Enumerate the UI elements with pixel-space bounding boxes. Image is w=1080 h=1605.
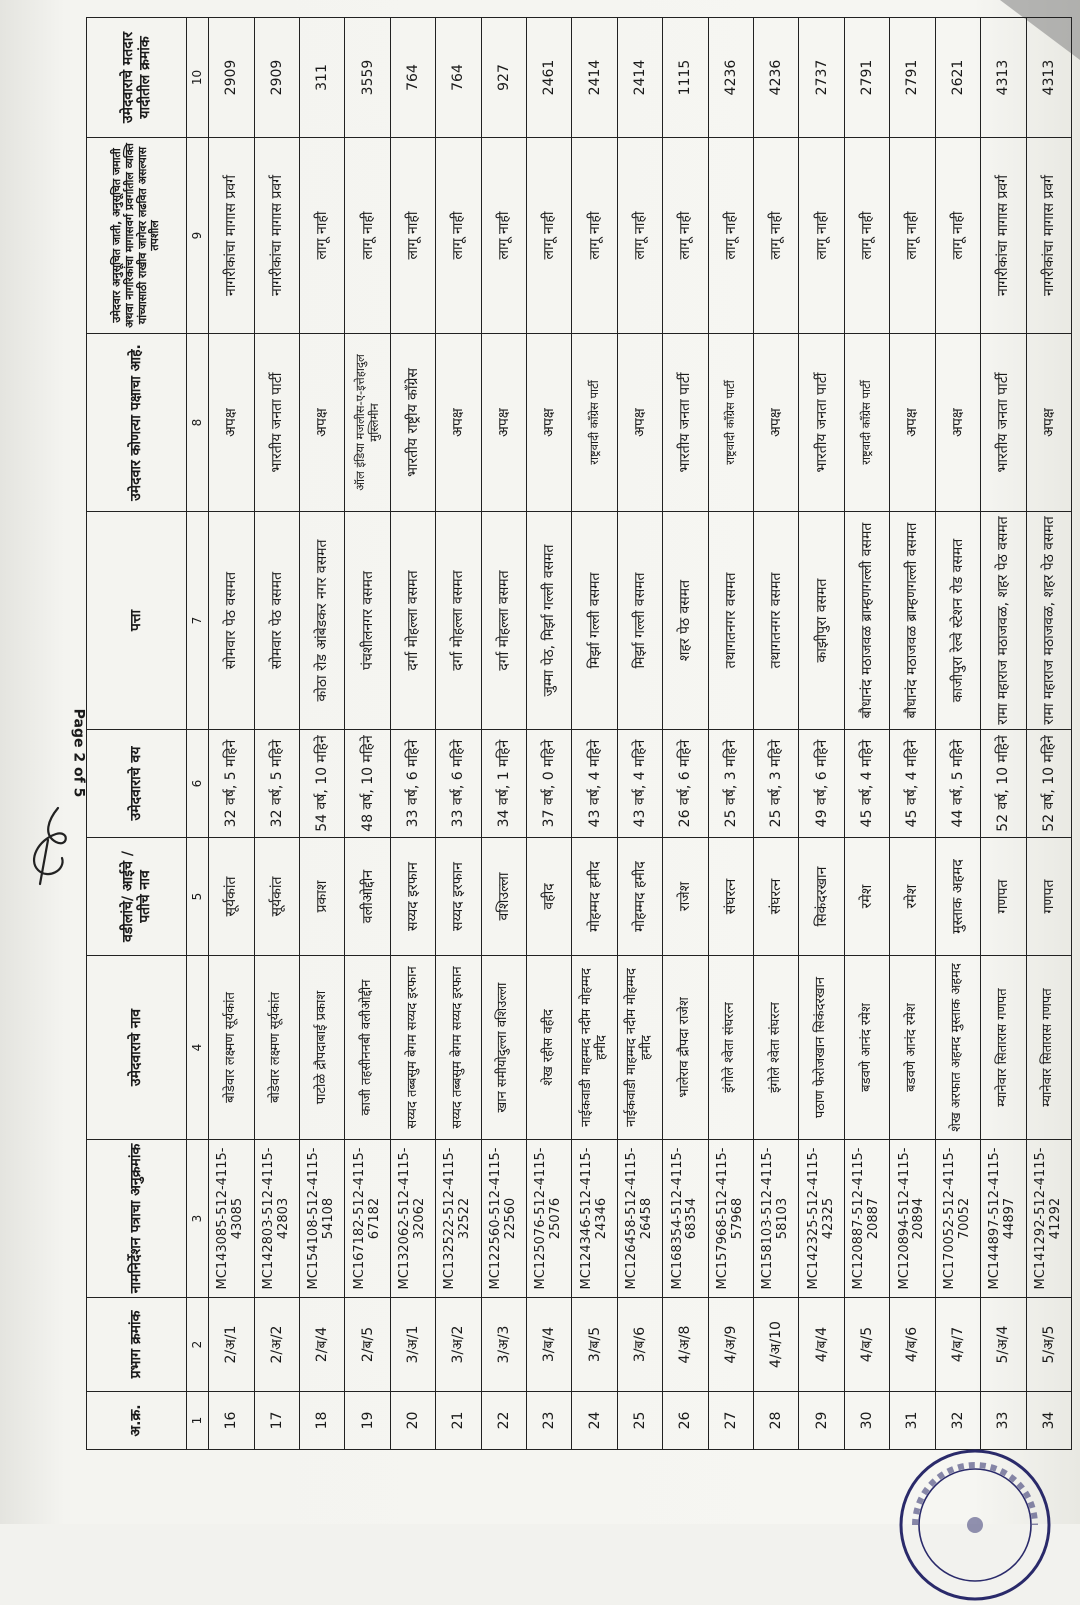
cell-ward-no: 3/अ/2: [436, 1298, 481, 1392]
cell-nomination-no: MC132062-512-4115-32062: [390, 1140, 435, 1298]
cell-parent-name: संघरत्न: [754, 838, 799, 956]
cell-candidate-name: इंगोले श्वेता संघरत्न: [708, 956, 753, 1140]
cell-reservation: नागरीकांचा मागास प्रवर्ग: [981, 138, 1026, 334]
cell-parent-name: सय्यद इरफान: [390, 838, 435, 956]
cell-address: काझीपुरा वसमत: [799, 512, 844, 730]
cell-nomination-no: MC170052-512-4115-70052: [935, 1140, 980, 1298]
cell-party: अपक्ष: [1026, 334, 1072, 512]
cell-parent-name: गणपत: [1026, 838, 1072, 956]
table-row: [799, 18, 844, 1450]
table-row: [663, 18, 708, 1450]
table-row: [390, 18, 435, 1450]
cell-ward-no: 4/अ/10: [754, 1298, 799, 1392]
candidate-list-table: [86, 17, 1072, 1450]
cell-parent-name: रमेश: [890, 838, 935, 956]
signature: [18, 800, 78, 890]
cell-age: 26 वर्ष, 6 महिने: [663, 730, 708, 838]
table-row: [754, 18, 799, 1450]
column-index-nomination-no: 3: [187, 1140, 209, 1298]
table-row: [572, 18, 617, 1450]
cell-age: 45 वर्ष, 4 महिने: [890, 730, 935, 838]
cell-voter-list-no: 4313: [981, 18, 1026, 138]
table-body: [187, 18, 1072, 1450]
cell-reservation: लागू नाही: [300, 138, 345, 334]
table-row: [890, 18, 935, 1450]
cell-serial-no: 33: [981, 1392, 1026, 1450]
header-nomination-no: नामनिर्देशन पत्राचा अनुक्रमांक: [87, 1140, 187, 1298]
cell-reservation: लागू नाही: [527, 138, 572, 334]
cell-party: भारतीय जनता पार्टी: [981, 334, 1026, 512]
cell-candidate-name: पठाण फेरोजखान सिकंदरखान: [799, 956, 844, 1140]
cell-ward-no: 3/अ/3: [481, 1298, 526, 1392]
cell-ward-no: 3/ब/5: [572, 1298, 617, 1392]
cell-nomination-no: MC120894-512-4115-20894: [890, 1140, 935, 1298]
cell-ward-no: 4/ब/5: [844, 1298, 889, 1392]
cell-serial-no: 25: [617, 1392, 662, 1450]
header-reservation: उमेदवार अनुसूचित जाती, अनुसूचित जमाती अथवा नागरिकांचा मागासवर्ग प्रवर्गातील व्यक्ति यांच्यासाठी राखीव जागेवर लढवित असल्यास तपशील: [87, 138, 187, 334]
column-index-serial-no: 1: [187, 1392, 209, 1450]
cell-candidate-name: म्यानेवार सितारास गणपत: [981, 956, 1026, 1140]
cell-address: रामा महाराज मठाजवळ, शहर पेठ वसमत: [981, 512, 1026, 730]
cell-parent-name: संघरत्न: [708, 838, 753, 956]
cell-age: 52 वर्ष, 10 महिने: [1026, 730, 1072, 838]
cell-voter-list-no: 927: [481, 18, 526, 138]
cell-candidate-name: नाईकवाडी माहम्मद नदीम मोहम्मद हमीद: [617, 956, 662, 1140]
cell-parent-name: सय्यद इरफान: [436, 838, 481, 956]
cell-voter-list-no: 2791: [890, 18, 935, 138]
cell-party: अपक्ष: [935, 334, 980, 512]
cell-age: 34 वर्ष, 1 महिने: [481, 730, 526, 838]
column-index-voter-list-no: 10: [187, 18, 209, 138]
cell-address: मिर्झा गल्ली वसमत: [617, 512, 662, 730]
cell-address: मिर्झा गल्ली वसमत: [572, 512, 617, 730]
cell-ward-no: 4/ब/7: [935, 1298, 980, 1392]
cell-reservation: लागू नाही: [890, 138, 935, 334]
page-footer: Page 2 of 5: [70, 708, 87, 798]
cell-parent-name: गणपत: [981, 838, 1026, 956]
cell-nomination-no: MC126458-512-4115-26458: [617, 1140, 662, 1298]
cell-party: अपक्ष: [527, 334, 572, 512]
cell-serial-no: 23: [527, 1392, 572, 1450]
cell-candidate-name: भालेराव द्रौपदा राजेश: [663, 956, 708, 1140]
cell-nomination-no: MC154108-512-4115-54108: [300, 1140, 345, 1298]
cell-ward-no: 3/ब/6: [617, 1298, 662, 1392]
cell-voter-list-no: 311: [300, 18, 345, 138]
header-serial-no: अ.क्र.: [87, 1392, 187, 1450]
table-row: [254, 18, 299, 1450]
cell-voter-list-no: 4236: [708, 18, 753, 138]
cell-serial-no: 27: [708, 1392, 753, 1450]
table-row: [844, 18, 889, 1450]
table-row: [1026, 18, 1072, 1450]
cell-candidate-name: काजी तहसीननबी वलीओद्दीन: [345, 956, 390, 1140]
cell-candidate-name: खान समीयोदुल्ला वशिउल्ला: [481, 956, 526, 1140]
cell-ward-no: 3/ब/4: [527, 1298, 572, 1392]
cell-address: बौधानंद मठाजवळ ब्राम्हणगल्ली वसमत: [890, 512, 935, 730]
cell-party: अपक्ष: [617, 334, 662, 512]
column-index-candidate-name: 4: [187, 956, 209, 1140]
cell-voter-list-no: 1115: [663, 18, 708, 138]
header-ward-no: प्रभाग क्रमांक: [87, 1298, 187, 1392]
cell-party: अपक्ष: [300, 334, 345, 512]
cell-reservation: नागरीकांचा मागास प्रवर्ग: [1026, 138, 1072, 334]
cell-parent-name: सूर्यकांत: [209, 838, 254, 956]
cell-address: दर्गा मोहल्ला वसमत: [481, 512, 526, 730]
cell-party: राष्ट्रवादी कॉंग्रेस पार्टी: [708, 334, 753, 512]
cell-ward-no: 2/अ/2: [254, 1298, 299, 1392]
cell-party: अपक्ष: [209, 334, 254, 512]
cell-nomination-no: MC167182-512-4115-67182: [345, 1140, 390, 1298]
table-row: [708, 18, 753, 1450]
cell-parent-name: वहीद: [527, 838, 572, 956]
cell-party: ऑल इंडिया मजलीस-ए-इत्तेहादुल मुस्लिमीन: [345, 334, 390, 512]
cell-candidate-name: बडवणे आनंद रमेश: [844, 956, 889, 1140]
cell-nomination-no: MC157968-512-4115-57968: [708, 1140, 753, 1298]
cell-age: 52 वर्ष, 10 महिने: [981, 730, 1026, 838]
cell-reservation: लागू नाही: [345, 138, 390, 334]
column-index-reservation: 9: [187, 138, 209, 334]
cell-party: भारतीय राष्ट्रीय कॉंग्रेस: [390, 334, 435, 512]
cell-parent-name: राजेश: [663, 838, 708, 956]
cell-party: अपक्ष: [481, 334, 526, 512]
cell-age: 48 वर्ष, 10 महिने: [345, 730, 390, 838]
cell-address: शहर पेठ वसमत: [663, 512, 708, 730]
cell-reservation: लागू नाही: [663, 138, 708, 334]
cell-nomination-no: MC122560-512-4115-22560: [481, 1140, 526, 1298]
cell-address: बौधानंद मठाजवळ ब्राम्हणगल्ली वसमत: [844, 512, 889, 730]
cell-voter-list-no: 4313: [1026, 18, 1072, 138]
cell-age: 49 वर्ष, 6 महिने: [799, 730, 844, 838]
column-index-age: 6: [187, 730, 209, 838]
column-index-parent-name: 5: [187, 838, 209, 956]
header-voter-list-no: उमेदवाराचे मतदार यादीतील क्रमांक: [87, 18, 187, 138]
cell-parent-name: रमेश: [844, 838, 889, 956]
table-row: [436, 18, 481, 1450]
cell-nomination-no: MC144897-512-4115-44897: [981, 1140, 1026, 1298]
cell-age: 43 वर्ष, 4 महिने: [572, 730, 617, 838]
cell-party: अपक्ष: [890, 334, 935, 512]
cell-address: काजीपुरा रेल्वे स्टेशन रोड वसमत: [935, 512, 980, 730]
cell-age: 33 वर्ष, 6 महिने: [390, 730, 435, 838]
cell-candidate-name: शेख अरफात अहमद मुस्ताक अहमद: [935, 956, 980, 1140]
cell-voter-list-no: 2791: [844, 18, 889, 138]
table-row: [481, 18, 526, 1450]
cell-reservation: लागू नाही: [754, 138, 799, 334]
cell-reservation: लागू नाही: [572, 138, 617, 334]
cell-reservation: लागू नाही: [708, 138, 753, 334]
cell-nomination-no: MC141292-512-4115-41292: [1026, 1140, 1072, 1298]
cell-address: तथागतनगर वसमत: [754, 512, 799, 730]
cell-ward-no: 4/ब/6: [890, 1298, 935, 1392]
cell-ward-no: 5/अ/4: [981, 1298, 1026, 1392]
cell-reservation: लागू नाही: [481, 138, 526, 334]
cell-serial-no: 17: [254, 1392, 299, 1450]
cell-nomination-no: MC142325-512-4115-42325: [799, 1140, 844, 1298]
cell-ward-no: 2/ब/4: [300, 1298, 345, 1392]
cell-serial-no: 30: [844, 1392, 889, 1450]
cell-serial-no: 31: [890, 1392, 935, 1450]
cell-reservation: लागू नाही: [844, 138, 889, 334]
cell-reservation: लागू नाही: [935, 138, 980, 334]
cell-age: 25 वर्ष, 3 महिने: [708, 730, 753, 838]
cell-serial-no: 21: [436, 1392, 481, 1450]
cell-reservation: नागरीकांचा मागास प्रवर्ग: [209, 138, 254, 334]
column-index-ward-no: 2: [187, 1298, 209, 1392]
column-index-party: 8: [187, 334, 209, 512]
cell-nomination-no: MC142803-512-4115-42803: [254, 1140, 299, 1298]
table-row: [209, 18, 254, 1450]
cell-candidate-name: म्यानेवार सितारास गणपत: [1026, 956, 1072, 1140]
cell-voter-list-no: 764: [390, 18, 435, 138]
cell-serial-no: 20: [390, 1392, 435, 1450]
cell-candidate-name: बडवणे आनंद रमेश: [890, 956, 935, 1140]
rotated-table-container: [86, 18, 1072, 1450]
cell-party: भारतीय जनता पार्टी: [663, 334, 708, 512]
table-row: [617, 18, 662, 1450]
cell-party: भारतीय जनता पार्टी: [254, 334, 299, 512]
cell-voter-list-no: 2737: [799, 18, 844, 138]
cell-voter-list-no: 2909: [209, 18, 254, 138]
cell-address: कोठा रोड आंबेडकर नगर वसमत: [300, 512, 345, 730]
column-index-address: 7: [187, 512, 209, 730]
cell-voter-list-no: 764: [436, 18, 481, 138]
cell-reservation: नागरीकांचा मागास प्रवर्ग: [254, 138, 299, 334]
table-row: [527, 18, 572, 1450]
cell-parent-name: मोहम्मद हमीद: [572, 838, 617, 956]
cell-reservation: लागू नाही: [799, 138, 844, 334]
cell-address: पंचशीलनगर वसमत: [345, 512, 390, 730]
cell-candidate-name: पाटोळे द्रौपदाबाई प्रकाश: [300, 956, 345, 1140]
cell-address: दर्गा मोहल्ला वसमत: [390, 512, 435, 730]
cell-parent-name: वशिउल्ला: [481, 838, 526, 956]
cell-parent-name: सूर्यकांत: [254, 838, 299, 956]
cell-age: 44 वर्ष, 5 महिने: [935, 730, 980, 838]
cell-ward-no: 5/अ/5: [1026, 1298, 1072, 1392]
cell-age: 33 वर्ष, 6 महिने: [436, 730, 481, 838]
cell-address: जुम्मा पेठ, मिर्झा गल्ली वसमत: [527, 512, 572, 730]
cell-nomination-no: MC143085-512-4115-43085: [209, 1140, 254, 1298]
header-party: उमेदवार कोणत्या पक्षाचा आहे.: [87, 334, 187, 512]
cell-candidate-name: इंगोले श्वेता संघरत्न: [754, 956, 799, 1140]
cell-serial-no: 34: [1026, 1392, 1072, 1450]
cell-nomination-no: MC168354-512-4115-68354: [663, 1140, 708, 1298]
cell-nomination-no: MC158103-512-4115-58103: [754, 1140, 799, 1298]
cell-reservation: लागू नाही: [617, 138, 662, 334]
cell-age: 37 वर्ष, 0 महिने: [527, 730, 572, 838]
cell-party: राष्ट्रवादी कॉंग्रेस पार्टी: [572, 334, 617, 512]
cell-ward-no: 2/अ/1: [209, 1298, 254, 1392]
cell-parent-name: प्रकाश: [300, 838, 345, 956]
cell-address: तथागतनगर वसमत: [708, 512, 753, 730]
cell-voter-list-no: 2461: [527, 18, 572, 138]
official-seal: [895, 1445, 1055, 1605]
cell-nomination-no: MC132522-512-4115-32522: [436, 1140, 481, 1298]
cell-candidate-name: सय्यद तब्बसुम बेगम सय्यद इरफान: [436, 956, 481, 1140]
cell-voter-list-no: 2414: [572, 18, 617, 138]
cell-ward-no: 4/ब/4: [799, 1298, 844, 1392]
header-age: उमेदवाराचे वय: [87, 730, 187, 838]
header-candidate-name: उमेदवाराचे नाव: [87, 956, 187, 1140]
cell-serial-no: 28: [754, 1392, 799, 1450]
cell-party: भारतीय जनता पार्टी: [799, 334, 844, 512]
cell-serial-no: 16: [209, 1392, 254, 1450]
cell-voter-list-no: 3559: [345, 18, 390, 138]
table-row: [300, 18, 345, 1450]
cell-nomination-no: MC120887-512-4115-20887: [844, 1140, 889, 1298]
cell-reservation: लागू नाही: [436, 138, 481, 334]
cell-party: राष्ट्रवादी कॉंग्रेस पार्टी: [844, 334, 889, 512]
cell-serial-no: 24: [572, 1392, 617, 1450]
cell-serial-no: 19: [345, 1392, 390, 1450]
cell-nomination-no: MC125076-512-4115-25076: [527, 1140, 572, 1298]
column-index-row: [187, 18, 209, 1450]
cell-party: अपक्ष: [436, 334, 481, 512]
cell-party: अपक्ष: [754, 334, 799, 512]
header-address: पत्ता: [87, 512, 187, 730]
cell-voter-list-no: 4236: [754, 18, 799, 138]
cell-address: रामा महाराज मठाजवळ, शहर पेठ वसमत: [1026, 512, 1072, 730]
cell-ward-no: 2/ब/5: [345, 1298, 390, 1392]
header-parent-name: वडीलांचे/ आईचे / पतीचे नाव: [87, 838, 187, 956]
cell-voter-list-no: 2414: [617, 18, 662, 138]
cell-age: 43 वर्ष, 4 महिने: [617, 730, 662, 838]
cell-ward-no: 4/अ/8: [663, 1298, 708, 1392]
cell-serial-no: 32: [935, 1392, 980, 1450]
header-row: [87, 18, 187, 1450]
cell-ward-no: 3/अ/1: [390, 1298, 435, 1392]
cell-reservation: लागू नाही: [390, 138, 435, 334]
cell-candidate-name: सय्यद तब्बसुम बेगम सय्यद इरफान: [390, 956, 435, 1140]
cell-parent-name: वलीओद्दीन: [345, 838, 390, 956]
cell-candidate-name: बोडेवार लक्ष्मण सूर्यकांत: [254, 956, 299, 1140]
cell-age: 32 वर्ष, 5 महिने: [209, 730, 254, 838]
cell-nomination-no: MC124346-512-4115-24346: [572, 1140, 617, 1298]
table-row: [935, 18, 980, 1450]
cell-ward-no: 4/अ/9: [708, 1298, 753, 1392]
cell-age: 45 वर्ष, 4 महिने: [844, 730, 889, 838]
cell-parent-name: मुस्ताक अहमद: [935, 838, 980, 956]
cell-address: सोमवार पेठ वसमत: [254, 512, 299, 730]
cell-address: सोमवार पेठ वसमत: [209, 512, 254, 730]
cell-candidate-name: नाईकवाडी माहम्मद नदीम मोहम्मद हमीद: [572, 956, 617, 1140]
cell-age: 54 वर्ष, 10 महिने: [300, 730, 345, 838]
cell-serial-no: 29: [799, 1392, 844, 1450]
table-row: [981, 18, 1026, 1450]
cell-age: 32 वर्ष, 5 महिने: [254, 730, 299, 838]
cell-candidate-name: बोडेवार लक्ष्मण सूर्यकांत: [209, 956, 254, 1140]
cell-age: 25 वर्ष, 3 महिने: [754, 730, 799, 838]
cell-serial-no: 22: [481, 1392, 526, 1450]
cell-address: दर्गा मोहल्ला वसमत: [436, 512, 481, 730]
cell-serial-no: 18: [300, 1392, 345, 1450]
cell-voter-list-no: 2909: [254, 18, 299, 138]
table-row: [345, 18, 390, 1450]
cell-candidate-name: शेख रहीस वहीद: [527, 956, 572, 1140]
cell-serial-no: 26: [663, 1392, 708, 1450]
cell-voter-list-no: 2621: [935, 18, 980, 138]
cell-parent-name: मोहम्मद हमीद: [617, 838, 662, 956]
cell-parent-name: सिकंदरखान: [799, 838, 844, 956]
